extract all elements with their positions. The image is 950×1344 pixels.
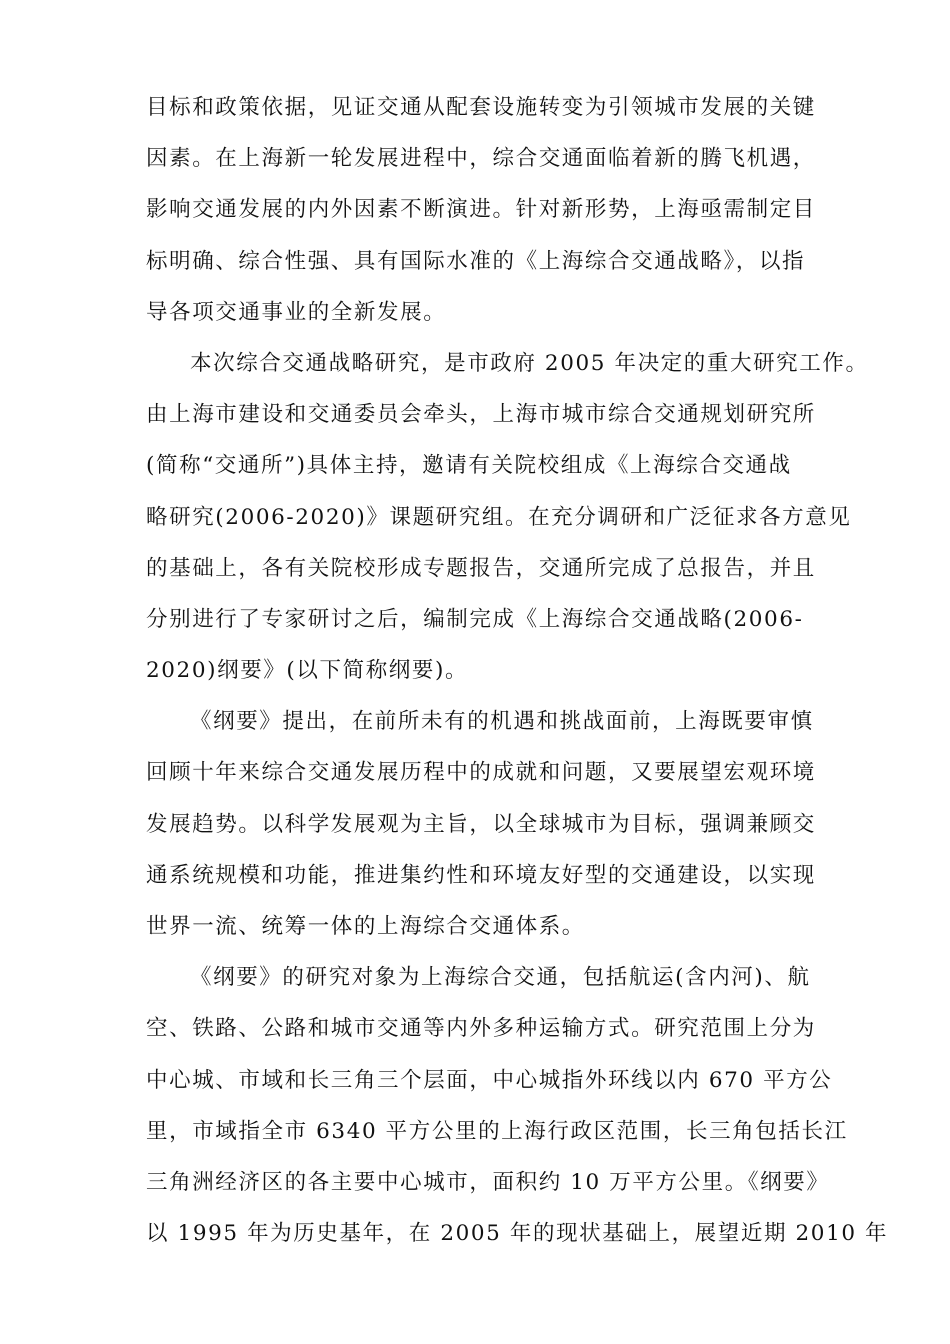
text-line: 里，市域指全市 6340 平方公里的上海行政区范围，长三角包括长江 bbox=[146, 1118, 848, 1144]
text-line: 影响交通发展的内外因素不断演进。针对新形势，上海亟需制定目 bbox=[146, 197, 816, 223]
text-line: 的基础上，各有关院校形成专题报告，交通所完成了总报告，并且 bbox=[146, 555, 816, 581]
text-line: 三角洲经济区的各主要中心城市，面积约 10 万平方公里。《纲要》 bbox=[146, 1169, 830, 1195]
text-line: 2020)纲要》(以下简称纲要)。 bbox=[146, 658, 469, 684]
text-line: 发展趋势。以科学发展观为主旨，以全球城市为目标，强调兼顾交 bbox=[146, 811, 816, 837]
paragraph-3 bbox=[146, 696, 814, 952]
paragraph-2 bbox=[146, 338, 869, 696]
text-line: 略研究(2006-2020)》课题研究组。在充分调研和广泛征求各方意见 bbox=[146, 504, 852, 530]
text-line: 通系统规模和功能，推进集约性和环境友好型的交通建设，以实现 bbox=[146, 862, 816, 888]
text-line: (简称“交通所”)具体主持，邀请有关院校组成《上海综合交通战 bbox=[146, 453, 792, 479]
text-line: 导各项交通事业的全新发展。 bbox=[146, 299, 447, 325]
text-line: 世界一流、统筹一体的上海综合交通体系。 bbox=[146, 914, 585, 939]
text-line: 空、铁路、公路和城市交通等内外多种运输方式。研究范围上分为 bbox=[146, 1016, 816, 1042]
text-line: 以 1995 年为历史基年，在 2005 年的现状基础上，展望近期 2010 年 bbox=[146, 1221, 889, 1247]
text-line: 《纲要》的研究对象为上海综合交通，包括航运(含内河)、航 bbox=[190, 965, 811, 991]
body-text bbox=[146, 82, 889, 1259]
text-line: 本次综合交通战略研究，是市政府 2005 年决定的重大研究工作。 bbox=[190, 350, 869, 376]
text-line: 因素。在上海新一轮发展进程中，综合交通面临着新的腾飞机遇， bbox=[146, 146, 816, 172]
paragraph-1 bbox=[146, 82, 814, 338]
text-line: 目标和政策依据，见证交通从配套设施转变为引领城市发展的关键 bbox=[146, 95, 816, 120]
text-line: 中心城、市域和长三角三个层面，中心城指外环线以内 670 平方公 bbox=[146, 1067, 833, 1093]
text-line: 分别进行了专家研讨之后，编制完成《上海综合交通战略(2006- bbox=[146, 606, 804, 632]
text-line: 标明确、综合性强、具有国际水准的《上海综合交通战略》，以指 bbox=[146, 248, 806, 274]
text-line: 由上海市建设和交通委员会牵头，上海市城市综合交通规划研究所 bbox=[146, 402, 816, 428]
text-line: 回顾十年来综合交通发展历程中的成就和问题，又要展望宏观环境 bbox=[146, 760, 816, 786]
text-line: 《纲要》提出，在前所未有的机遇和挑战面前，上海既要审慎 bbox=[190, 709, 814, 735]
paragraph-4 bbox=[146, 952, 889, 1259]
